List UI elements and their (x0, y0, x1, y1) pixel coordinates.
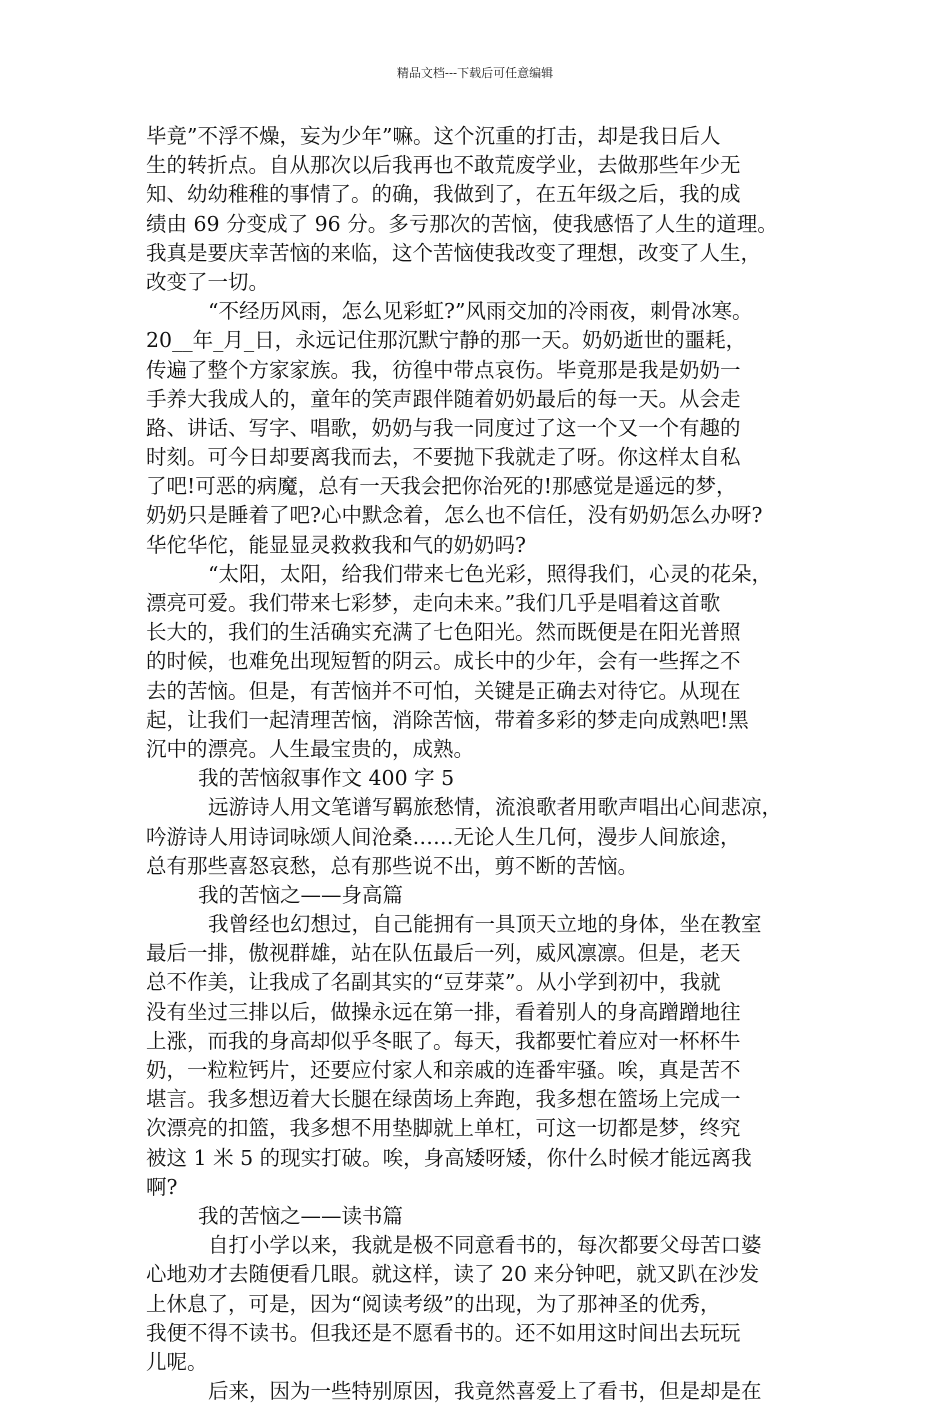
text-line: 儿呢。 (146, 1349, 208, 1374)
text-line: 手养大我成人的，童年的笑声跟伴随着奶奶最后的每一天。从会走 (146, 386, 741, 411)
text-line: 被这 1 米 5 的现实打破。唉，身高矮呀矮，你什么时候才能远离我 (146, 1145, 752, 1170)
text-line: 上休息了，可是，因为“阅读考级”的出现，为了那神圣的优秀， (146, 1291, 721, 1316)
text-line: 总不作美，让我成了名副其实的“豆芽菜”。从小学到初中，我就 (146, 970, 721, 995)
text-line: 吟游诗人用诗词咏颂人间沧桑……无论人生几何，漫步人间旅途， (146, 824, 741, 849)
text-line: 20__年_月_日，永远记住那沉默宁静的那一天。奶奶逝世的噩耗， (146, 328, 747, 353)
text-line: 传遍了整个方家家族。我，彷徨中带点哀伤。毕竟那是我是奶奶一 (146, 357, 741, 382)
text-line: 上涨，而我的身高却似乎冬眠了。每天，我都要忙着应对一杯杯牛 (146, 1028, 741, 1053)
text-line: 远游诗人用文笔谱写羁旅愁情，流浪歌者用歌声唱出心间悲凉， (208, 795, 782, 820)
text-line: 的时候，也难免出现短暂的阴云。成长中的少年，会有一些挥之不 (146, 649, 741, 674)
text-line: 次漂亮的扣篮，我多想不用垫脚就上单杠，可这一切都是梦，终究 (146, 1116, 741, 1141)
document-body (146, 122, 826, 1406)
text-line: 我曾经也幻想过，自己能拥有一具顶天立地的身体，坐在教室 (208, 912, 762, 937)
text-line: 我真是要庆幸苦恼的来临，这个苦恼使我改变了理想，改变了人生， (146, 240, 761, 265)
page-header: 精品文档---下载后可任意编辑 (396, 66, 554, 80)
text-line: 改变了一切。 (146, 269, 269, 294)
text-line: 心地劝才去随便看几眼。就这样，读了 20 来分钟吧，就又趴在沙发 (146, 1262, 760, 1287)
text-line: 了吧!可恶的病魔，总有一天我会把你治死的!那感觉是遥远的梦， (146, 474, 737, 499)
text-line: 华佗华佗，能显显灵救救我和气的奶奶吗? (146, 532, 526, 557)
text-line: 奶，一粒粒钙片，还要应付家人和亲戚的连番牢骚。唉，真是苦不 (146, 1058, 741, 1082)
text-line: “不经历风雨，怎么见彩虹?”风雨交加的冷雨夜，刺骨冰寒。 (208, 299, 753, 324)
text-line: 起，让我们一起清理苦恼，消除苦恼，带着多彩的梦走向成熟吧!黑 (146, 707, 749, 732)
text-line: 自打小学以来，我就是极不同意看书的，每次都要父母苦口婆 (208, 1233, 762, 1258)
text-line: 我的苦恼之——读书篇 (198, 1203, 403, 1228)
text-line: 绩由 69 分变成了 96 分。多亏那次的苦恼，使我感悟了人生的道理。 (146, 211, 778, 236)
text-line: 我的苦恼叙事作文 400 字 5 (198, 766, 455, 791)
text-line: 知、幼幼稚稚的事情了。的确，我做到了，在五年级之后，我的成 (146, 182, 741, 207)
text-line: 总有那些喜怒哀愁，总有那些说不出，剪不断的苦恼。 (146, 853, 638, 878)
text-line: 去的苦恼。但是，有苦恼并不可怕，关键是正确去对待它。从现在 (146, 678, 741, 703)
text-line: 长大的，我们的生活确实充满了七色阳光。然而既便是在阳光普照 (146, 620, 741, 645)
text-line: “太阳，太阳，给我们带来七色光彩，照得我们，心灵的花朵， (208, 561, 772, 586)
text-line: 奶奶只是睡着了吧?心中默念着，怎么也不信任，没有奶奶怎么办呀? (146, 503, 763, 528)
text-line: 毕竟”不浮不燥，妄为少年”嘛。这个沉重的打击，却是我日后人 (146, 124, 721, 148)
text-line: 我的苦恼之——身高篇 (198, 882, 403, 907)
text-line: 后来，因为一些特别原因，我竟然喜爱上了看书，但是却是在 (208, 1379, 762, 1404)
text-line: 没有坐过三排以后，做操永远在第一排，看着别人的身高蹭蹭地往 (146, 999, 741, 1024)
text-line: 时刻。可今日却要离我而去，不要抛下我就走了呀。你这样太自私 (146, 445, 741, 470)
text-line: 漂亮可爱。我们带来七彩梦，走向未来。”我们几乎是唱着这首歌 (146, 591, 721, 615)
text-line: 最后一排，傲视群雄，站在队伍最后一列，威风凛凛。但是，老天 (146, 941, 741, 966)
text-line: 啊? (146, 1174, 178, 1199)
text-line: 沉中的漂亮。人生最宝贵的，成熟。 (146, 736, 474, 761)
text-line: 生的转折点。自从那次以后我再也不敢荒废学业，去做那些年少无 (146, 153, 741, 178)
text-line: 堪言。我多想迈着大长腿在绿茵场上奔跑，我多想在篮场上完成一 (146, 1087, 741, 1112)
text-line: 路、讲话、写字、唱歌，奶奶与我一同度过了这一个又一个有趣的 (146, 415, 741, 440)
text-line: 我便不得不读书。但我还是不愿看书的。还不如用这时间出去玩玩 (146, 1320, 741, 1345)
